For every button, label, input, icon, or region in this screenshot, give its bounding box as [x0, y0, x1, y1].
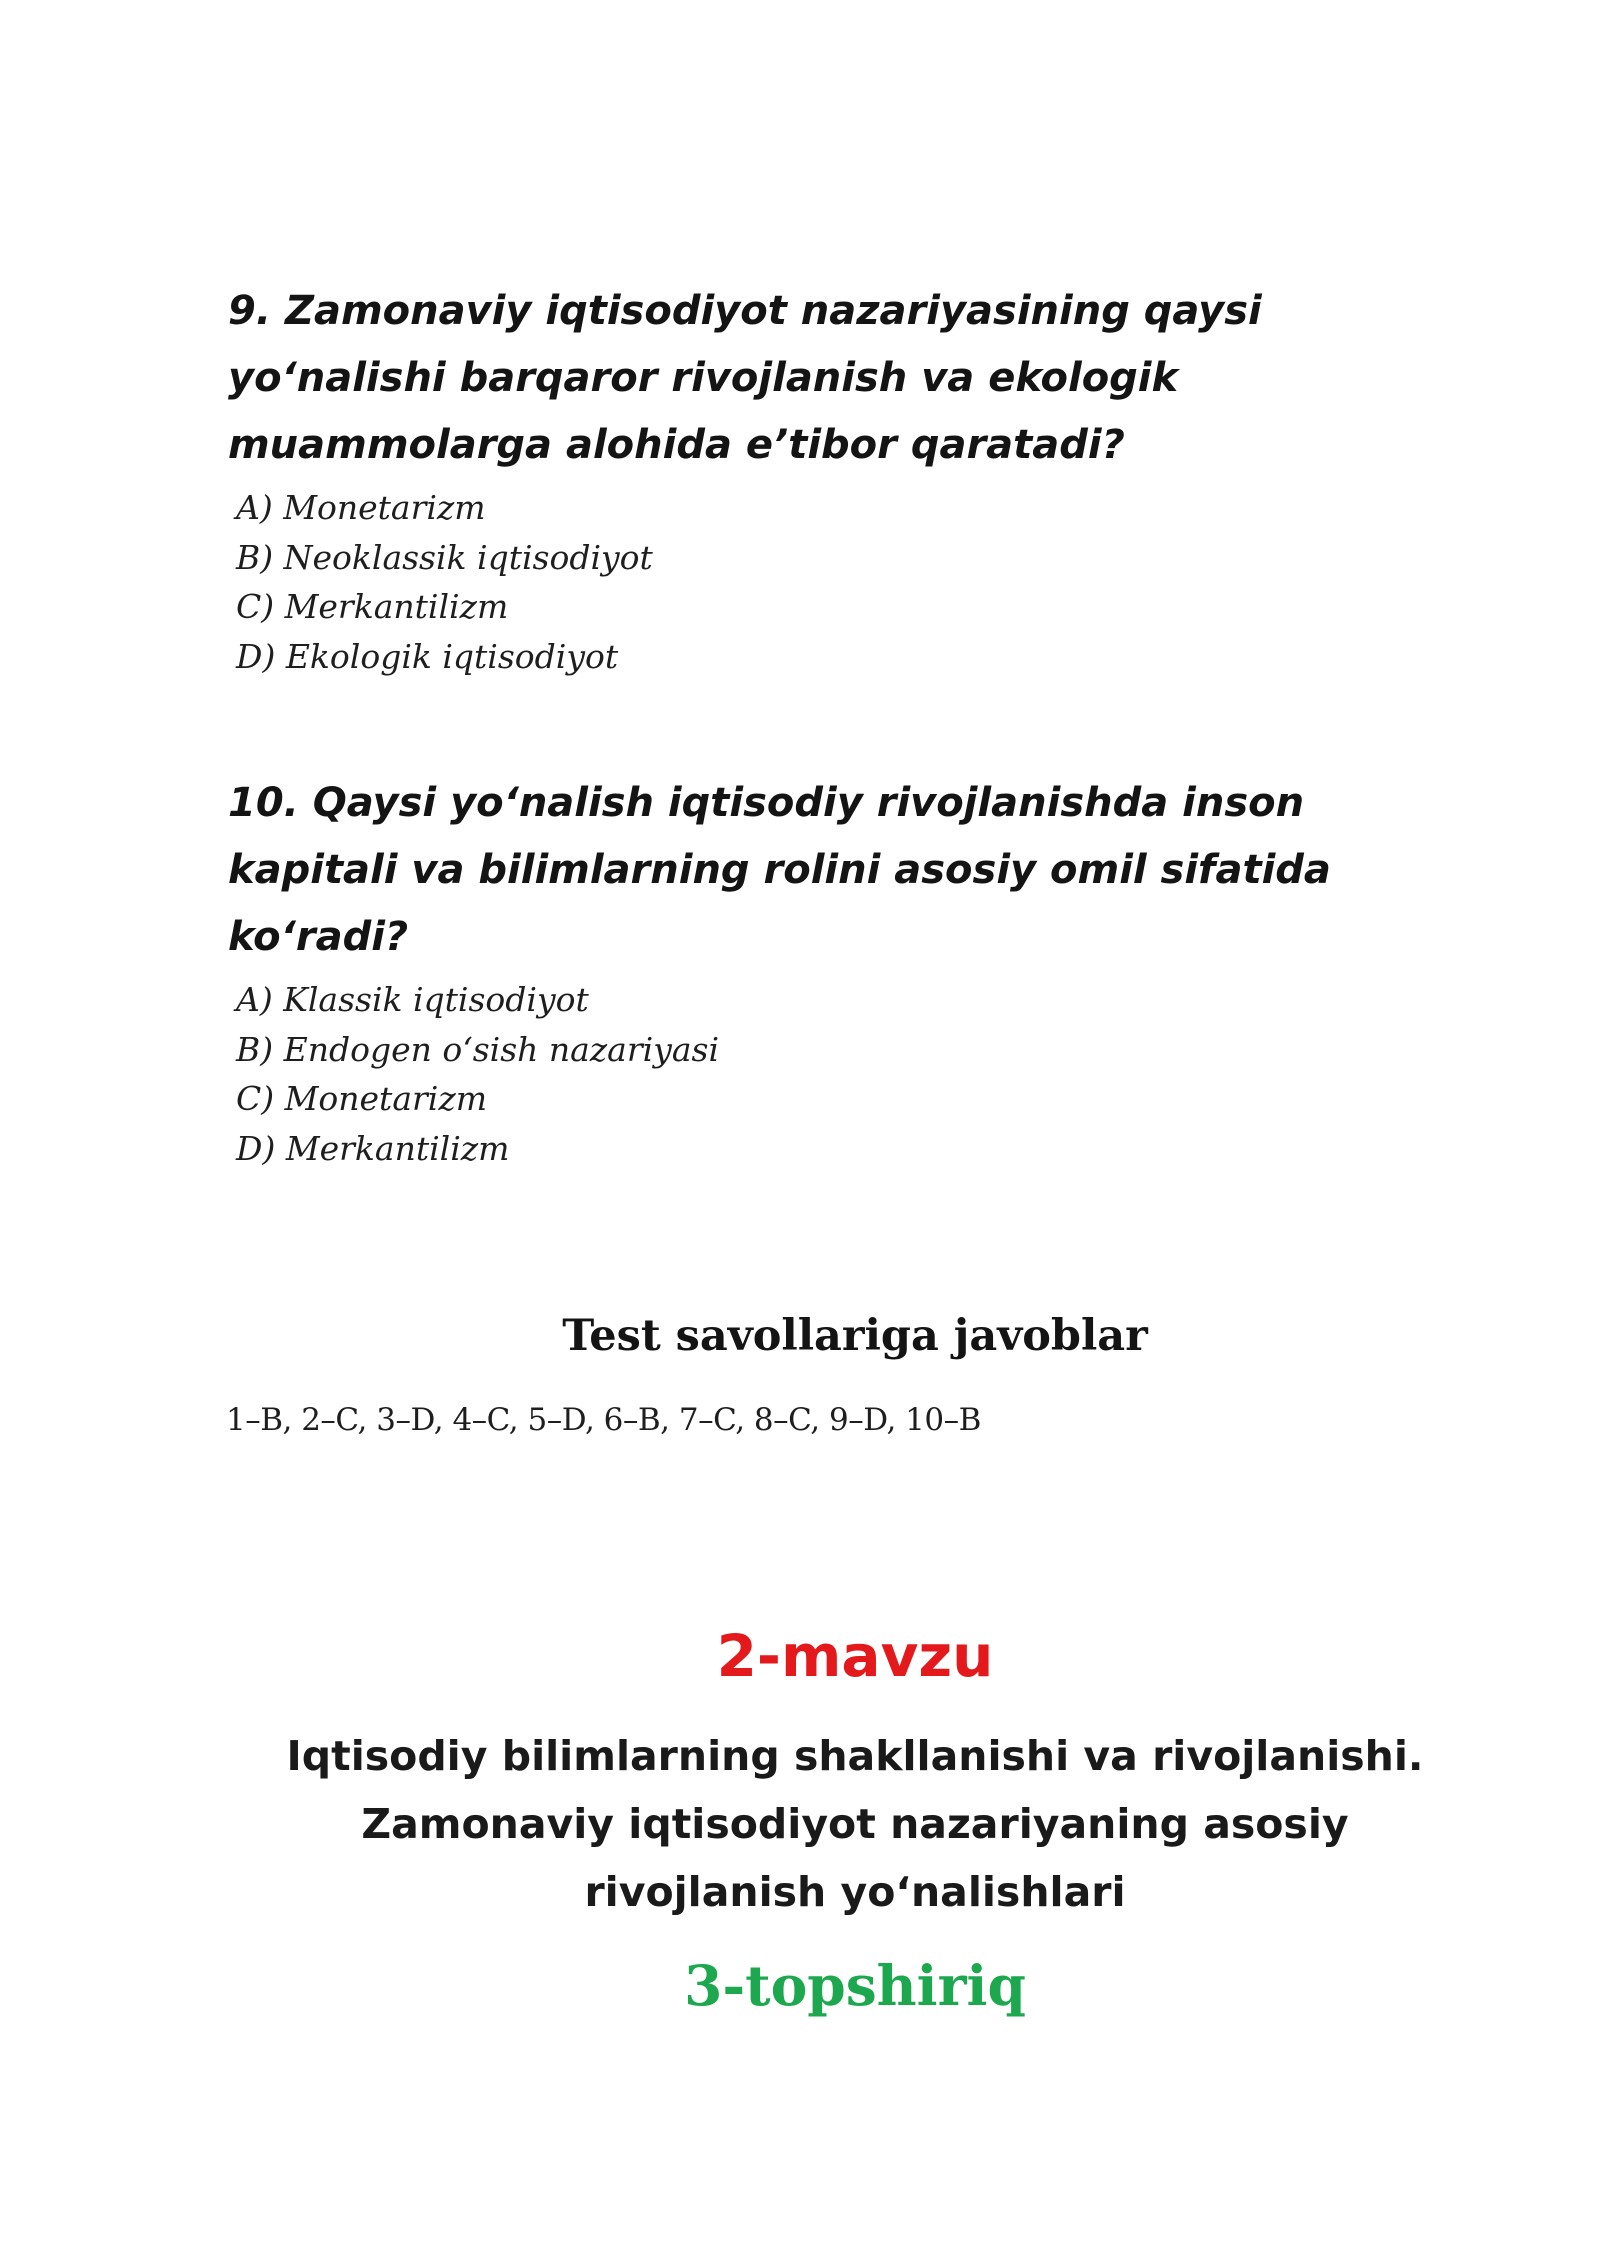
- question-9: [228, 278, 1468, 681]
- question-text: 9. Zamonaviy iqtisodiyot nazariyasining qaysi yo‘nalishi barqaror rivojlanish va ekologik muammolarga alohida e’tibor qaratadi?: [228, 288, 1262, 468]
- option-b: B) Neoklassik iqtisodiyot: [236, 537, 653, 577]
- option-a: A) Klassik iqtisodiyot: [236, 980, 589, 1019]
- option-c: C) Merkantilizm: [236, 587, 509, 626]
- question-text: 10. Qaysi yo‘nalish iqtisodiy rivojlanishda inson kapitali va bilimlarning rolini asosiy omil sifatida ko‘radi?: [228, 780, 1331, 960]
- option-d: D) Ekologik iqtisodiyot: [236, 636, 619, 676]
- topic-title: Iqtisodiy bilimlarning shakllanishi va rivojlanishi. Zamonaviy iqtisodiyot nazariyaning asosiy rivojlanish yo‘nalishlari: [286, 1732, 1424, 1916]
- task-label: 3-topshiriq: [684, 1953, 1026, 2018]
- answer-options: [236, 483, 1468, 681]
- question-10: [228, 770, 1468, 1173]
- option-b: B) Endogen o‘sish nazariyasi: [236, 1029, 719, 1069]
- answer-options: [236, 975, 1468, 1173]
- option-a: A) Monetarizm: [236, 488, 486, 527]
- option-d: D) Merkantilizm: [236, 1128, 510, 1168]
- answer-key: 1–B, 2–C, 3–D, 4–C, 5–D, 6–B, 7–C, 8–C, 9–D, 10–B: [226, 1402, 981, 1438]
- answers-heading: Test savollariga javoblar: [562, 1311, 1148, 1361]
- option-c: C) Monetarizm: [236, 1079, 487, 1118]
- topic-number: 2-mavzu: [716, 1622, 994, 1690]
